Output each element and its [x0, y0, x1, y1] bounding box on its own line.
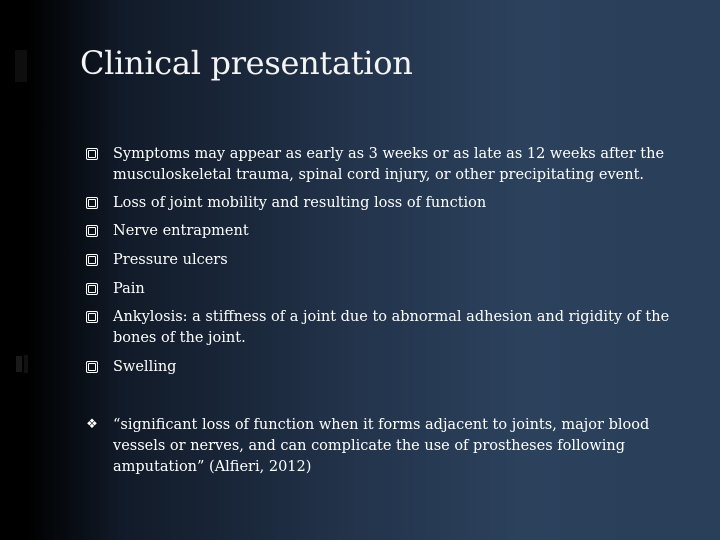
slide-title: Clinical presentation [80, 44, 413, 82]
bullet-text: Ankylosis: a stiffness of a joint due to abnormal adhesion and rigidity of the bones of the joint. [113, 309, 670, 346]
bullet-item [86, 279, 676, 300]
bullet-text: Symptoms may appear as early as 3 weeks or as late as 12 weeks after the musculoskeletal trauma, spinal cord injury, or other precipitating event. [113, 146, 665, 183]
square-bullet-icon [86, 225, 98, 237]
decorative-bar [16, 356, 22, 372]
quote-item [86, 415, 676, 478]
bullet-text: Swelling [113, 359, 177, 375]
bullet-text: Nerve entrapment [113, 223, 249, 239]
bullet-item [86, 250, 676, 271]
decorative-bar [24, 355, 28, 373]
bullet-item [86, 193, 676, 214]
quote-text: “significant loss of function when it forms adjacent to joints, major blood vessels or nerves, and can complicate the use of prostheses following amputation” (Alfieri, 2012) [113, 417, 650, 475]
square-bullet-icon [86, 197, 98, 209]
bullet-text: Loss of joint mobility and resulting loss of function [113, 195, 487, 211]
square-bullet-icon [86, 311, 98, 323]
square-bullet-icon [86, 254, 98, 266]
decorative-bar [15, 50, 27, 82]
bullet-text: Pressure ulcers [113, 252, 228, 268]
bullet-text: Pain [113, 281, 145, 297]
bullet-item [86, 357, 676, 378]
square-bullet-icon [86, 148, 98, 160]
square-bullet-icon [86, 361, 98, 373]
bullet-item [86, 144, 676, 186]
diamond-bullet-icon: ❖ [86, 417, 98, 432]
bullet-item [86, 307, 676, 349]
square-bullet-icon [86, 283, 98, 295]
bullet-item [86, 221, 676, 242]
